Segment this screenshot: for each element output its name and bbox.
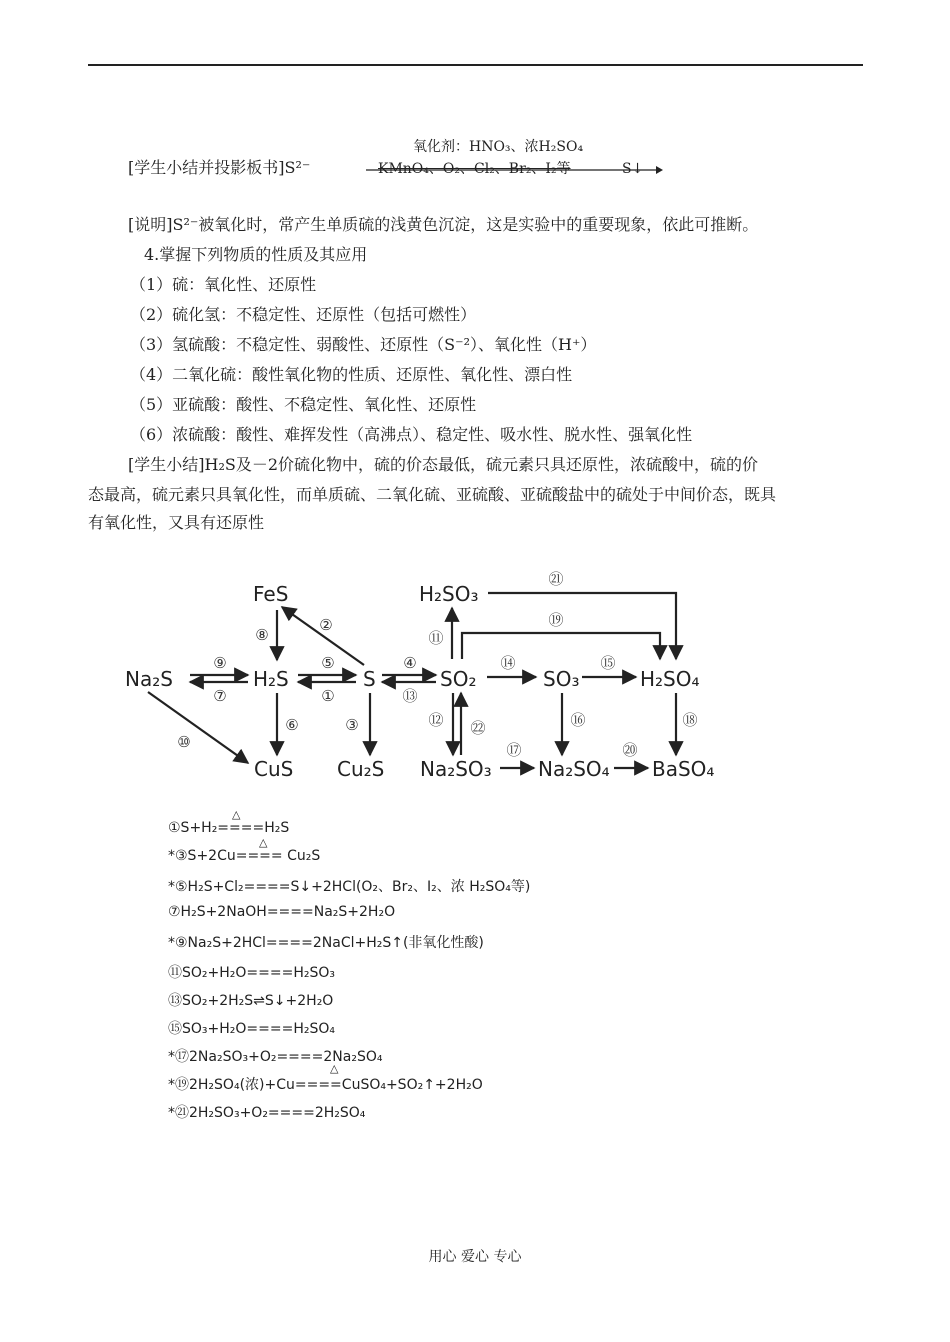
num-2: ② xyxy=(319,616,333,634)
equation-13: ⑬SO₂+2H₂S⇌S↓+2H₂O xyxy=(168,993,334,1009)
num-14: ⑭ xyxy=(500,654,516,672)
num-15: ⑮ xyxy=(600,654,616,672)
num-10: ⑩ xyxy=(177,733,191,751)
product-s: S↓ xyxy=(622,161,644,177)
num-5: ⑤ xyxy=(321,654,335,672)
num-1: ① xyxy=(321,687,335,705)
node-cu2s: Cu₂S xyxy=(337,757,385,781)
node-cus: CuS xyxy=(254,757,294,781)
equation-3: *③S+2Cu==== Cu₂S xyxy=(168,848,321,864)
num-21: ㉑ xyxy=(548,570,564,588)
num-11: ⑪ xyxy=(428,629,444,647)
equation-5: *⑤H₂S+Cl₂====S↓+2HCl(O₂、Br₂、I₂、浓 H₂SO₄等) xyxy=(168,879,531,895)
conclusion-line-2: 态最高，硫元素只具氧化性，而单质硫、二氧化硫、亚硫酸、亚硫酸盐中的硫处于中间价态，既具 xyxy=(88,485,777,504)
equation-21: *㉑2H₂SO₃+O₂====2H₂SO₄ xyxy=(168,1105,366,1121)
node-s: S xyxy=(363,667,376,691)
num-4: ④ xyxy=(403,654,417,672)
num-19: ⑲ xyxy=(548,611,564,629)
conclusion-line-3: 有氧化性，又具有还原性 xyxy=(88,513,265,532)
num-9: ⑨ xyxy=(213,654,227,672)
node-baso4: BaSO₄ xyxy=(652,757,715,781)
node-na2so3: Na₂SO₃ xyxy=(420,757,492,781)
num-16: ⑯ xyxy=(570,711,586,729)
property-3: （3）氢硫酸：不稳定性、弱酸性、还原性（S⁻²）、氧化性（H⁺） xyxy=(130,335,597,354)
property-1: （1）硫：氧化性、还原性 xyxy=(130,275,317,294)
equation-11: ⑪SO₂+H₂O====H₂SO₃ xyxy=(168,965,335,981)
num-3: ③ xyxy=(345,716,359,734)
node-na2s: Na₂S xyxy=(125,667,173,691)
node-so2: SO₂ xyxy=(440,667,477,691)
num-17: ⑰ xyxy=(506,741,522,759)
conclusion-line-1: [学生小结]H₂S及－2价硫化物中，硫的价态最低，硫元素只具还原性，浓硫酸中，硫的价 xyxy=(128,455,758,474)
equation-9: *⑨Na₂S+2HCl====2NaCl+H₂S↑(非氧化性酸) xyxy=(168,935,484,951)
node-h2so3: H₂SO₃ xyxy=(419,582,479,606)
num-22: ㉒ xyxy=(470,719,486,737)
equation-17: *⑰2Na₂SO₃+O₂====2Na₂SO₄ xyxy=(168,1049,383,1065)
num-6: ⑥ xyxy=(285,716,299,734)
summary-arrow xyxy=(364,160,664,180)
equation-15: ⑮SO₃+H₂O====H₂SO₄ xyxy=(168,1021,335,1037)
section-title: 4.掌握下列物质的性质及其应用 xyxy=(144,245,368,264)
header-rule xyxy=(88,64,863,66)
equation-1: ①S+H₂====H₂S xyxy=(168,820,290,836)
oxidants-bottom: KMnO₄、O₂、Cl₂、Br₂、I₂等 xyxy=(378,161,571,177)
node-h2s: H₂S xyxy=(253,667,289,691)
summary-label: [学生小结并投影板书]S²⁻ xyxy=(128,158,311,177)
num-13: ⑬ xyxy=(402,687,418,705)
num-7: ⑦ xyxy=(213,687,227,705)
property-5: （5）亚硫酸：酸性、不稳定性、氧化性、还原性 xyxy=(130,395,477,414)
num-12: ⑫ xyxy=(428,711,444,729)
equation-19: *⑲2H₂SO₄(浓)+Cu====CuSO₄+SO₂↑+2H₂O xyxy=(168,1077,483,1093)
property-2: （2）硫化氢：不稳定性、还原性（包括可燃性） xyxy=(130,305,477,324)
node-so3: SO₃ xyxy=(543,667,580,691)
footer: 用心 爱心 专心 xyxy=(428,1249,522,1265)
heat-mark-19: △ xyxy=(330,1062,339,1075)
num-18: ⑱ xyxy=(682,711,698,729)
property-4: （4）二氧化硫：酸性氧化物的性质、还原性、氧化性、漂白性 xyxy=(130,365,573,384)
heat-mark-3: △ xyxy=(259,836,268,849)
num-20: ⑳ xyxy=(622,741,638,759)
node-fes: FeS xyxy=(253,582,289,606)
oxidants-top: 氧化剂：HNO₃、浓H₂SO₄ xyxy=(413,139,584,155)
node-na2so4: Na₂SO₄ xyxy=(538,757,610,781)
property-6: （6）浓硫酸：酸性、难挥发性（高沸点）、稳定性、吸水性、脱水性、强氧化性 xyxy=(130,425,693,444)
note: [说明]S²⁻被氧化时，常产生单质硫的浅黄色沉淀，这是实验中的重要现象，依此可推断。 xyxy=(128,215,759,234)
node-h2so4: H₂SO₄ xyxy=(640,667,700,691)
sulfur-reaction-diagram xyxy=(0,555,950,795)
equation-7: ⑦H₂S+2NaOH====Na₂S+2H₂O xyxy=(168,904,396,920)
num-8: ⑧ xyxy=(255,626,269,644)
heat-mark-1: △ xyxy=(232,808,241,821)
